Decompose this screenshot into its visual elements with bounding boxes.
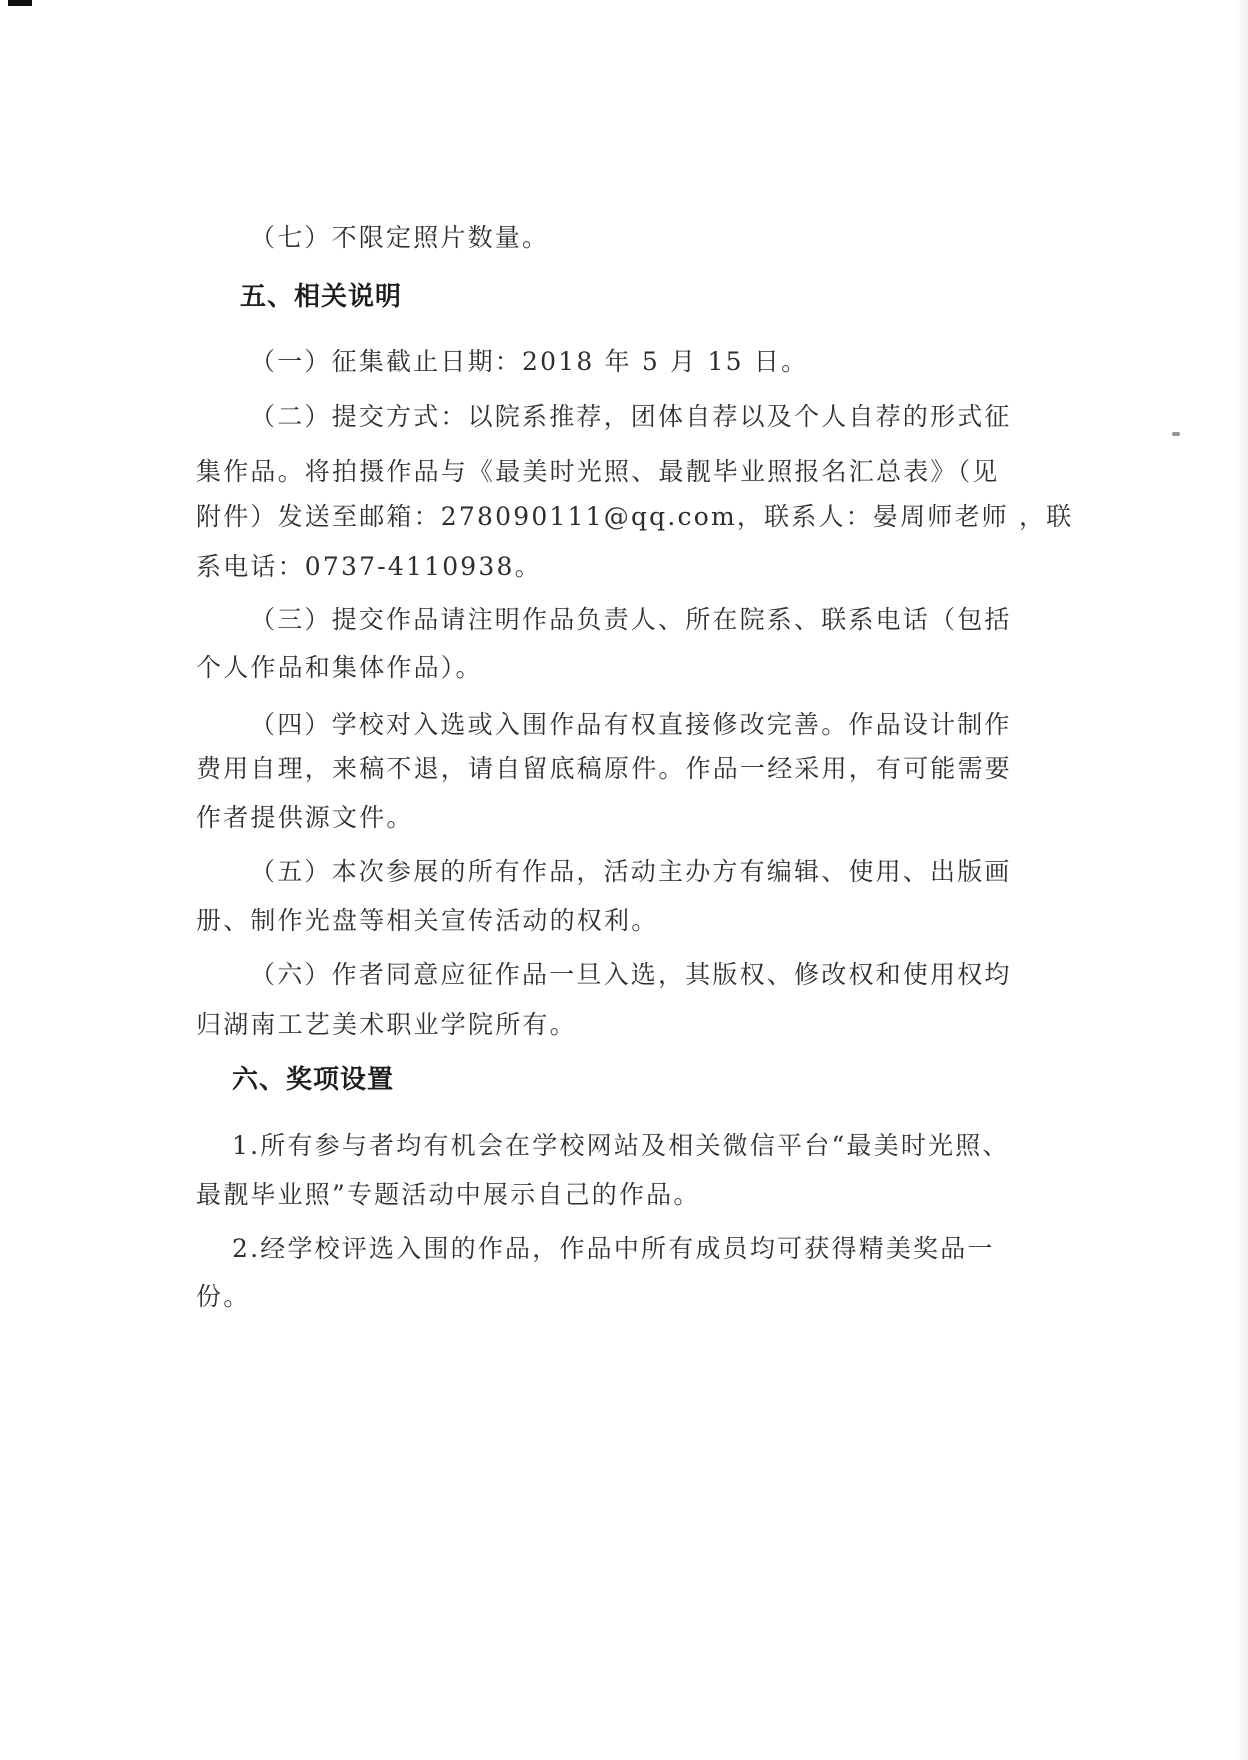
paragraph-line: 2.经学校评选入围的作品，作品中所有成员均可获得精美奖品一 [232, 1234, 995, 1263]
paragraph-line: 份。 [196, 1282, 251, 1311]
paragraph-line-contact-email: 附件）发送至邮箱：278090111@qq.com，联系人：晏周师老师 ，联 [196, 502, 1074, 531]
paragraph-line: （三）提交作品请注明作品负责人、所在院系、联系电话（包括 [250, 605, 1012, 634]
paragraph-line: 最靓毕业照”专题活动中展示自己的作品。 [196, 1180, 701, 1209]
paragraph-line: 费用自理，来稿不退，请自留底稿原件。作品一经采用，有可能需要 [196, 754, 1013, 783]
section-heading-related-notes: 五、相关说明 [240, 282, 403, 312]
scan-corner-mark [8, 0, 32, 6]
paragraph-line: 集作品。将拍摄作品与《最美时光照、最靓毕业照报名汇总表》（见 [196, 457, 1000, 486]
paragraph-line: 册、制作光盘等相关宣传活动的权利。 [196, 906, 659, 935]
section-heading-awards: 六、奖项设置 [232, 1065, 395, 1095]
paragraph-line-deadline: （一）征集截止日期：2018 年 5 月 15 日。 [250, 347, 809, 376]
paragraph-line: 1.所有参与者均有机会在学校网站及相关微信平台“最美时光照、 [232, 1131, 1010, 1160]
scan-speck [1172, 432, 1180, 436]
paragraph-line: （二）提交方式：以院系推荐，团体自荐以及个人自荐的形式征 [250, 402, 1012, 431]
paragraph-line: （六）作者同意应征作品一旦入选，其版权、修改权和使用权均 [250, 960, 1012, 989]
paragraph-line-contact-phone: 系电话：0737-4110938。 [196, 552, 542, 581]
scan-edge-shadow [1234, 0, 1248, 1760]
paragraph-line: 个人作品和集体作品）。 [196, 653, 483, 682]
paragraph-line: （七）不限定照片数量。 [250, 223, 550, 252]
paragraph-line: （四）学校对入选或入围作品有权直接修改完善。作品设计制作 [250, 710, 1012, 739]
paragraph-line: （五）本次参展的所有作品，活动主办方有编辑、使用、出版画 [250, 857, 1012, 886]
paragraph-line: 归湖南工艺美术职业学院所有。 [196, 1010, 577, 1039]
paragraph-line: 作者提供源文件。 [196, 803, 414, 832]
